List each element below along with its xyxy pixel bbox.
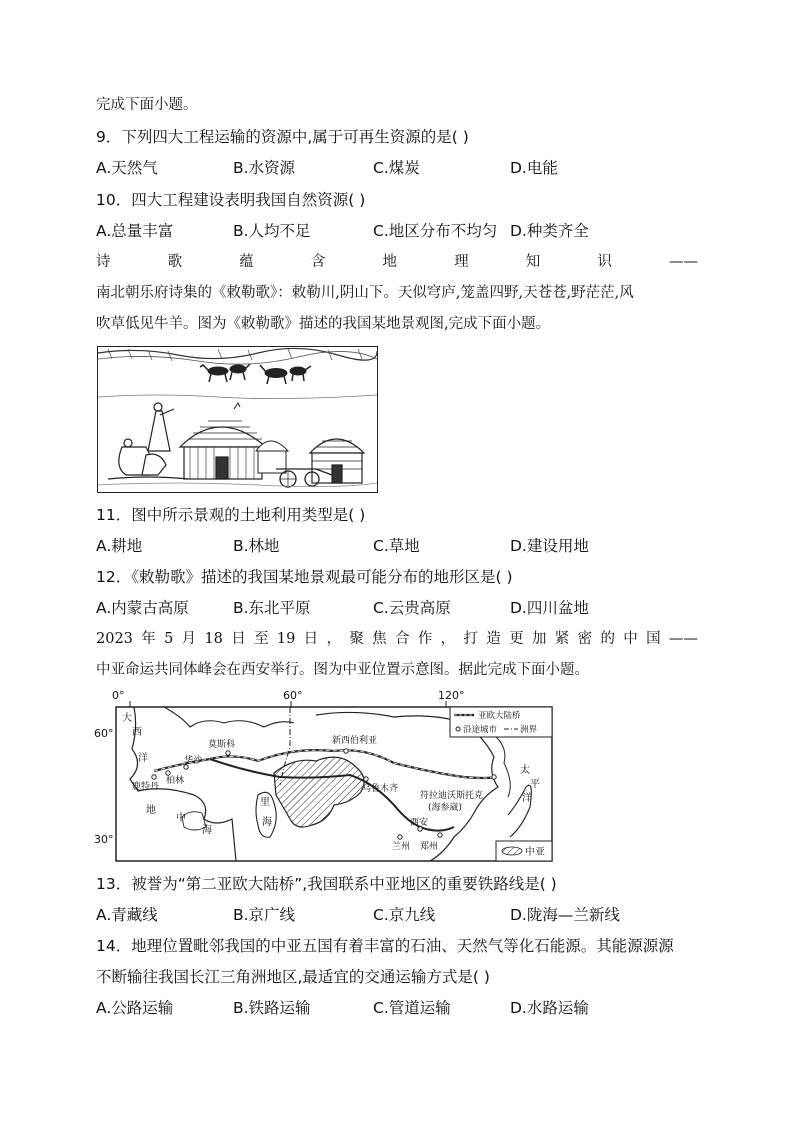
q11-option-b[interactable]: B.林地: [233, 537, 280, 555]
passage-1-line-2: 南北朝乐府诗集的《敕勒歌》：敕勒川,阴山下。天似穹庐,笼盖四野,天苍苍,野茫茫,风: [96, 285, 634, 301]
city-rotterdam: 鹿特丹: [132, 782, 160, 792]
question-14-stem-line-1: 14．地理位置毗邻我国的中亚五国有着丰富的石油、天然气等化石能源。其能源源源: [96, 937, 674, 955]
question-14-stem-line-2: 不断输往我国长江三角洲地区,最适宜的交通运输方式是( ): [96, 968, 490, 986]
passage-2-token: 2023: [96, 631, 133, 647]
passage-2-token: 月: [181, 631, 197, 647]
q11-option-d[interactable]: D.建设用地: [510, 537, 589, 555]
question-11-stem: 11．图中所示景观的土地利用类型是( ): [96, 506, 366, 524]
q12-option-d[interactable]: D.四川盆地: [510, 599, 589, 617]
lat-label-30: 30°: [94, 833, 114, 846]
passage-2-token: 国: [646, 631, 661, 647]
passage-2-token: 紧: [554, 631, 570, 647]
city-novosibirsk: 新西伯利亚: [332, 736, 378, 746]
med-char-2: 中: [176, 813, 186, 824]
passage-1-heading: [96, 251, 698, 273]
q14-option-a[interactable]: A.公路运输: [96, 999, 174, 1017]
passage-2-token: 打: [463, 631, 478, 647]
atlantic-char-3: 洋: [138, 753, 148, 764]
med-char-1: 地: [146, 805, 156, 816]
med-char-3: 海: [202, 825, 212, 836]
passage-2-token: 合: [394, 631, 410, 647]
q9-option-a[interactable]: A.天然气: [96, 159, 158, 177]
q9-option-b[interactable]: B.水资源: [233, 159, 296, 177]
q13-option-d[interactable]: D.陇海—兰新线: [510, 906, 620, 924]
caspian-char-1: 里: [260, 797, 270, 808]
question-9-stem: 9．下列四大工程运输的资源中,属于可再生资源的是( ): [96, 128, 469, 146]
passage-1-heading-char: 诗: [96, 254, 111, 270]
map-drawing: [94, 687, 554, 863]
pacific-char-1: 太: [520, 765, 530, 776]
passage-2-token: ，: [326, 631, 341, 647]
legend-continent-boundary: 洲界: [520, 725, 538, 735]
city-berlin: 柏林: [166, 776, 185, 786]
central-asia-map: [94, 687, 554, 863]
passage-2-token: 更: [509, 631, 524, 647]
question-13-options: [96, 904, 698, 926]
question-12-options: [96, 597, 698, 619]
city-vladivostok: 符拉迪沃斯托克: [420, 791, 484, 801]
question-10-stem: 10．四大工程建设表明我国自然资源( ): [96, 191, 366, 209]
q14-option-b[interactable]: B.铁路运输: [233, 999, 311, 1017]
legend-city: 沿途城市: [463, 725, 498, 735]
passage-2-token: ——: [668, 631, 698, 647]
q10-option-a[interactable]: A.总量丰富: [96, 222, 174, 240]
passage-2-token: 日: [231, 631, 246, 647]
grassland-scene-drawing: [98, 347, 377, 492]
city-zhengzhou: 郑州: [420, 842, 439, 852]
question-13-stem: 13．被誉为“第二亚欧大陆桥”,我国联系中亚地区的重要铁路线是( ): [96, 875, 557, 893]
pacific-char-2: 平: [530, 779, 540, 790]
passage-1-heading-char: 识: [597, 254, 612, 270]
question-11-options: [96, 535, 698, 557]
q13-option-c[interactable]: C.京九线: [373, 906, 436, 924]
passage-1-line-3: 吹草低见牛羊。图为《敕勒歌》描述的我国某地景观图,完成下面小题。: [96, 316, 551, 332]
passage-2-token: 造: [486, 631, 501, 647]
city-lanzhou: 兰州: [392, 842, 411, 852]
q13-option-b[interactable]: B.京广线: [233, 906, 296, 924]
legend-central-asia-label: 中亚: [525, 847, 545, 858]
q10-option-b[interactable]: B.人均不足: [233, 222, 311, 240]
passage-1-heading-char: 理: [454, 254, 469, 270]
passage-2-token: 中: [623, 631, 638, 647]
city-xian: 西安: [410, 818, 429, 828]
lon-label-60: 60°: [283, 689, 303, 702]
passage-2-token: 聚: [349, 631, 364, 647]
city-moscow: 莫斯科: [208, 740, 236, 750]
lat-label-60: 60°: [94, 727, 114, 740]
passage-2-line-2: 中亚命运共同体峰会在西安举行。图为中亚位置示意图。据此完成下面小题。: [96, 662, 589, 678]
passage-2-token: 的: [600, 631, 615, 647]
passage-2-token: 5: [164, 631, 174, 647]
passage-1-heading-char: 知: [525, 254, 541, 270]
passage-1-heading-char: 地: [382, 254, 397, 270]
q9-option-c[interactable]: C.煤炭: [373, 159, 420, 177]
intro-tail: 完成下面小题。: [96, 97, 198, 113]
q11-option-a[interactable]: A.耕地: [96, 537, 143, 555]
atlantic-char-1: 大: [122, 713, 132, 724]
passage-2-token: 加: [531, 631, 547, 647]
passage-2-token: ，: [440, 631, 456, 647]
question-9-options: [96, 157, 698, 179]
passage-2-token: 至: [254, 631, 269, 647]
q10-option-c[interactable]: C.地区分布不均匀: [373, 222, 498, 240]
city-haishenwai: (海参崴): [428, 803, 463, 813]
passage-1-heading-char: ——: [669, 254, 698, 270]
lon-label-0: 0°: [112, 689, 125, 702]
passage-2-token: 焦: [372, 631, 387, 647]
legend-railway: 亚欧大陆桥: [478, 711, 521, 721]
passage-2-token: 19: [276, 631, 296, 647]
passage-2-token: 作: [417, 631, 433, 647]
passage-1-heading-char: 含: [310, 254, 326, 270]
q12-option-a[interactable]: A.内蒙古高原: [96, 599, 189, 617]
passage-1-heading-char: 蕴: [239, 254, 254, 270]
question-12-stem: 12．《敕勒歌》描述的我国某地景观最可能分布的地形区是( ): [96, 568, 513, 586]
passage-2-line-1: [96, 628, 698, 650]
lon-label-120: 120°: [438, 689, 465, 702]
question-14-options: [96, 997, 698, 1019]
question-10-options: [96, 220, 698, 242]
q11-option-c[interactable]: C.草地: [373, 537, 420, 555]
pacific-char-3: 洋: [522, 793, 532, 804]
q14-option-c[interactable]: C.管道运输: [373, 999, 451, 1017]
city-warsaw: 华沙: [184, 756, 203, 766]
q12-option-b[interactable]: B.东北平原: [233, 599, 311, 617]
grassland-illustration: [97, 346, 378, 493]
atlantic-char-2: 西: [132, 727, 142, 738]
passage-2-token: 密: [577, 631, 593, 647]
caspian-char-2: 海: [262, 817, 272, 828]
passage-1-heading-char: 歌: [167, 254, 183, 270]
q13-option-a[interactable]: A.青藏线: [96, 906, 158, 924]
passage-2-token: 年: [141, 631, 156, 647]
city-urumqi: 乌鲁木齐: [362, 784, 399, 794]
q10-option-d[interactable]: D.种类齐全: [510, 222, 589, 240]
q14-option-d[interactable]: D.水路运输: [510, 999, 589, 1017]
q9-option-d[interactable]: D.电能: [510, 159, 558, 177]
q12-option-c[interactable]: C.云贵高原: [373, 599, 451, 617]
passage-2-token: 日: [303, 631, 319, 647]
passage-2-token: 18: [204, 631, 223, 647]
